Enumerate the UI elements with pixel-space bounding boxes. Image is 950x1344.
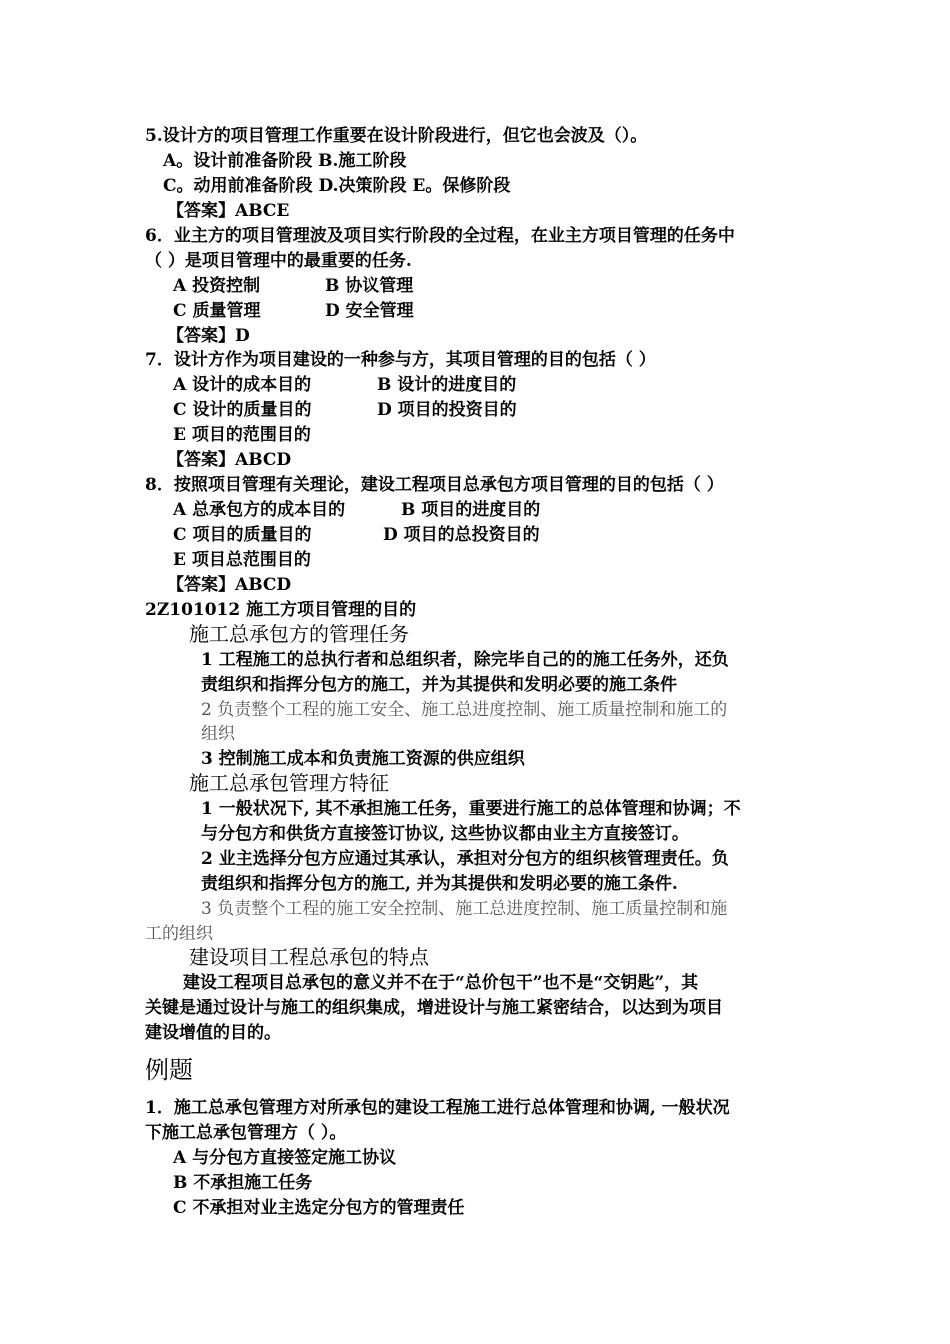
q5-stem: 5.设计方的项目管理工作重要在设计阶段进行，但它也会波及（）。: [145, 126, 648, 146]
q7-option-d: D 项目的投资目的: [377, 400, 517, 420]
q6-option-d: D 安全管理: [325, 301, 414, 321]
epc-paragraph-line2: 关键是通过设计与施工的组织集成，增进设计与施工紧密结合，以达到为项目: [145, 998, 723, 1018]
feature2-line2: 责组织和指挥分包方的施工, 并为其提供和发明必要的施工条件.: [201, 874, 678, 894]
q5-options-ab: A。设计前准备阶段 B.施工阶段: [163, 151, 407, 171]
feature1-line1: 1 一般状况下, 其不承担施工任务，重要进行施工的总体管理和协调；不: [201, 799, 741, 819]
q7-option-b: B 设计的进度目的: [377, 375, 517, 395]
task2-line2: 组织: [201, 724, 235, 744]
q6-stem-line2: （ ）是项目管理中的最重要的任务.: [145, 251, 412, 271]
feature2-line1: 2 业主选择分包方应通过其承认，承担对分包方的组织核管理责任。负: [201, 849, 729, 869]
feature1-line2: 与分包方和供货方直接签订协议, 这些协议都由业主方直接签订。: [201, 824, 689, 844]
section-code-title: 2Z101012 施工方项目管理的目的: [145, 600, 417, 620]
example-q1-option-b: B 不承担施工任务: [173, 1173, 313, 1193]
q6-answer: 【答案】D: [167, 326, 250, 346]
q8-answer: 【答案】ABCD: [167, 575, 292, 595]
q7-answer: 【答案】ABCD: [167, 450, 292, 470]
q8-option-b: B 项目的进度目的: [401, 500, 541, 520]
q6-option-c: C 质量管理: [173, 301, 261, 321]
task1-line1: 1 工程施工的总执行者和总组织者，除完毕自己的的施工任务外，还负: [201, 650, 729, 670]
q7-option-e: E 项目的范围目的: [173, 425, 311, 445]
example-q1-option-a: A 与分包方直接签定施工协议: [173, 1148, 397, 1168]
q7-option-a: A 设计的成本目的: [173, 375, 312, 395]
q5-options-cde: C。动用前准备阶段 D.决策阶段 E。保修阶段: [163, 176, 511, 196]
q7-option-c: C 设计的质量目的: [173, 400, 312, 420]
tasks-heading: 施工总承包方的管理任务: [189, 622, 409, 646]
q8-stem: 8．按照项目管理有关理论，建设工程项目总承包方项目管理的目的包括（ ）: [145, 475, 724, 495]
epc-heading: 建设项目工程总承包的特点: [189, 945, 429, 969]
epc-paragraph-line3: 建设增值的目的。: [145, 1023, 281, 1043]
q8-option-a: A 总承包方的成本目的: [173, 500, 346, 520]
q6-option-a: A 投资控制: [173, 276, 261, 296]
feature3-line1: 3 负责整个工程的施工安全控制、施工总进度控制、施工质量控制和施: [201, 899, 728, 919]
example-q1-line1: 1．施工总承包管理方对所承包的建设工程施工进行总体管理和协调, 一般状况: [145, 1098, 730, 1118]
q8-option-c: C 项目的质量目的: [173, 525, 312, 545]
task2-line1: 2 负责整个工程的施工安全、施工总进度控制、施工质量控制和施工的: [201, 700, 728, 720]
q6-stem-line1: 6．业主方的项目管理波及项目实行阶段的全过程，在业主方项目管理的任务中: [145, 226, 735, 246]
example-q1-line2: 下施工总承包管理方（ ）。: [145, 1123, 347, 1143]
q6-option-b: B 协议管理: [325, 276, 414, 296]
q7-stem: 7．设计方作为项目建设的一种参与方，其项目管理的目的包括（ ）: [145, 350, 656, 370]
example-q1-option-c: C 不承担对业主选定分包方的管理责任: [173, 1198, 465, 1218]
epc-paragraph-line1: 建设工程项目总承包的意义并不在于“总价包干”也不是“交钥匙”，其: [183, 973, 699, 993]
q5-answer: 【答案】ABCE: [167, 201, 290, 221]
q8-option-d: D 项目的总投资目的: [383, 525, 540, 545]
example-heading: 例题: [145, 1056, 193, 1084]
q8-option-e: E 项目总范围目的: [173, 550, 311, 570]
feature3-line2: 工的组织: [145, 924, 213, 944]
task3: 3 控制施工成本和负责施工资源的供应组织: [201, 749, 525, 769]
task1-line2: 责组织和指挥分包方的施工，并为其提供和发明必要的施工条件: [201, 675, 677, 695]
features-heading: 施工总承包管理方特征: [189, 771, 389, 795]
